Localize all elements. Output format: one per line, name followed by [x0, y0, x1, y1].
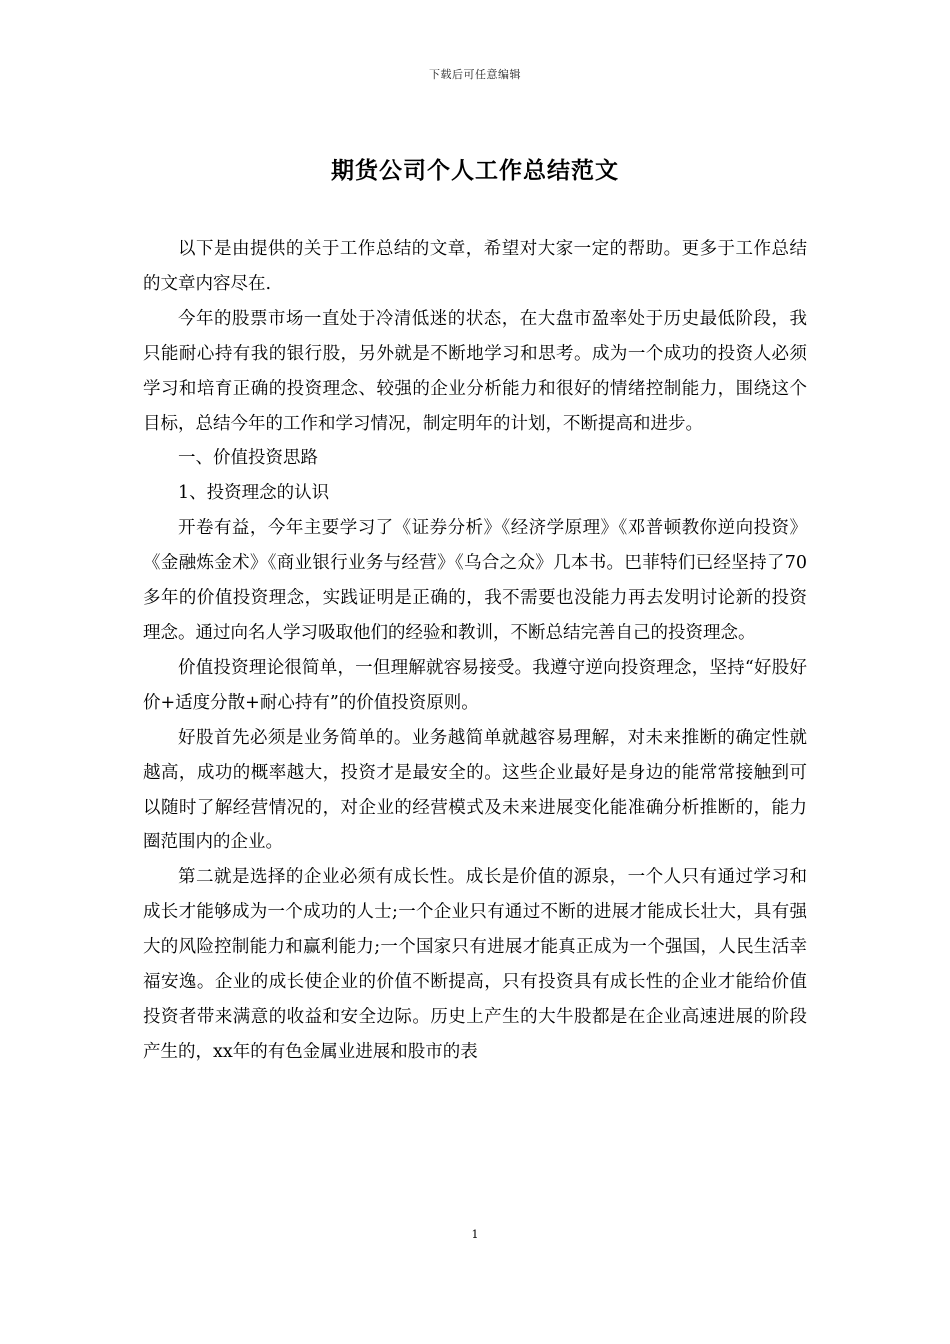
- paragraph-simple-business: 好股首先必须是业务简单的。业务越简单就越容易理解，对未来推断的确定性就越高，成功的概率越大，投资才是最安全的。这些企业最好是身边的能常常接触到可以随时了解经营情况的，对企业的经营模式及未来进展变化能准确分析推断的，能力圈范围内的企业。: [143, 727, 807, 853]
- page-number: 1: [471, 1228, 479, 1241]
- document-title: 期货公司个人工作总结范文: [331, 157, 619, 184]
- paragraph-market: 今年的股票市场一直处于冷清低迷的状态，在大盘市盈率处于历史最低阶段，我只能耐心持有我的银行股，另外就是不断地学习和思考。成为一个成功的投资人必须学习和培育正确的投资理念、较强的企业分析能力和很好的情绪控制能力，围绕这个目标，总结今年的工作和学习情况，制定明年的计划，不断提高和进步。: [143, 308, 807, 434]
- paragraph-principle: 价值投资理论很简单，一但理解就容易接受。我遵守逆向投资理念，坚持“好股好价+适度分散+耐心持有”的价值投资原则。: [143, 657, 807, 713]
- section-heading: 一、价值投资思路: [178, 448, 318, 469]
- paragraph-intro: 以下是由提供的关于工作总结的文章，希望对大家一定的帮助。更多于工作总结的文章内容尽在.: [143, 239, 807, 294]
- paragraph-growth: 第二就是选择的企业必须有成长性。成长是价值的源泉，一个人只有通过学习和成长才能够成为一个成功的人士;一个企业只有通过不断的进展才能成长壮大，具有强大的风险控制能力和赢利能力;一个国家只有进展才能真正成为一个强国，人民生活幸福安逸。企业的成长使企业的价值不断提高，只有投资具有成长性的企业才能给价值投资者带来满意的收益和安全边际。历史上产生的大牛股都是在企业高速进展的阶段产生的，xx年的有色金属业进展和股市的表: [143, 867, 807, 1062]
- document-body: [143, 232, 807, 1070]
- header-note: 下载后可任意编辑: [429, 68, 521, 81]
- paragraph-reading: 开卷有益，今年主要学习了《证券分析》《经济学原理》《邓普顿教你逆向投资》《金融炼金术》《商业银行业务与经营》《乌合之众》几本书。巴菲特们已经坚持了70多年的价值投资理念，实践证明是正确的，我不需要也没能力再去发明讨论新的投资理念。通过向名人学习吸取他们的经验和教训，不断总结完善自己的投资理念。: [143, 518, 807, 643]
- subsection-heading: 1、投资理念的认识: [178, 483, 330, 504]
